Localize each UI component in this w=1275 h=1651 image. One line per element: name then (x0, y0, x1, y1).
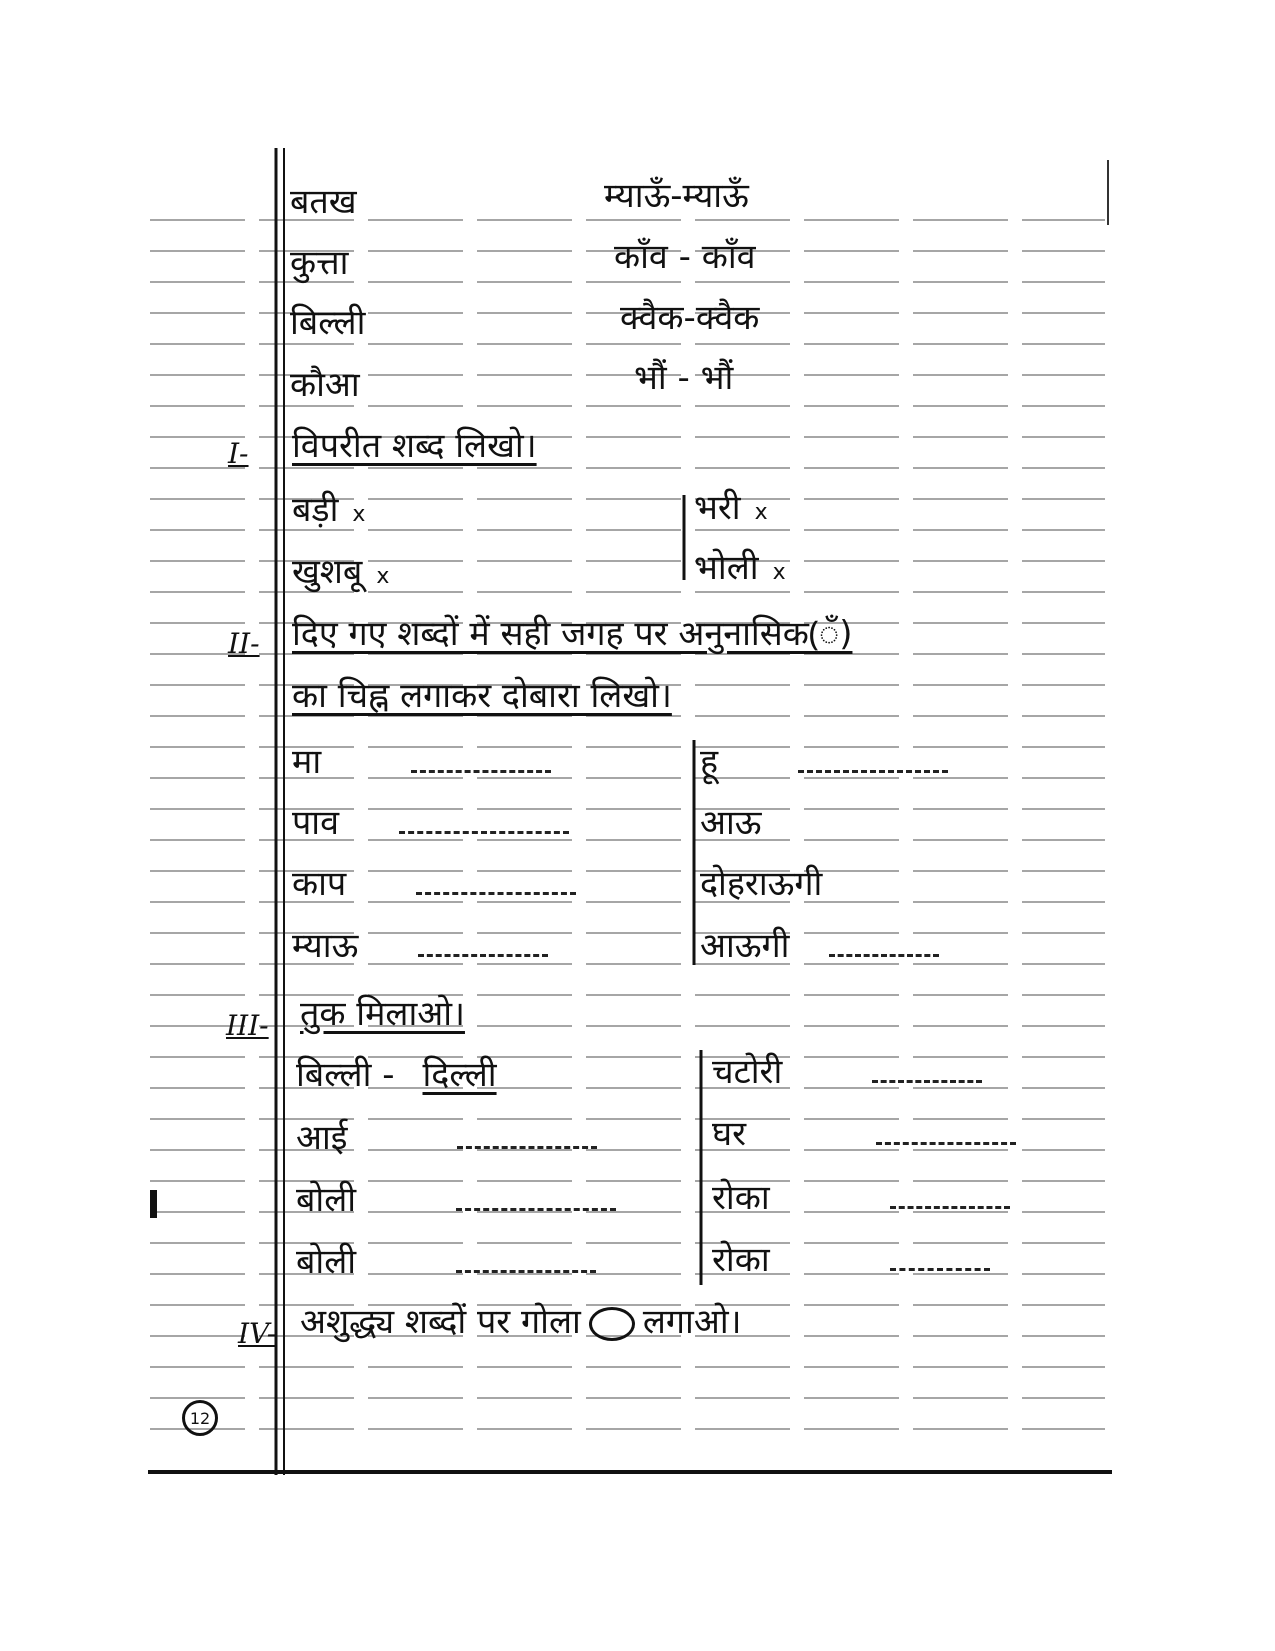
practice-word: आऊ (700, 803, 762, 843)
opposite-word: बड़ी x (292, 490, 366, 530)
answer-blank (418, 954, 548, 957)
opposite-word: भरी x (694, 488, 768, 528)
animal-word: कुत्ता (290, 243, 349, 283)
answer-blank (890, 1268, 990, 1271)
section-number: II- (228, 627, 260, 660)
section-heading: अशुद्ध्य शब्दों पर गोला लगाओ। (300, 1302, 742, 1342)
rhyme-word: बोली (296, 1242, 596, 1282)
example-answer: दिल्ली (422, 1055, 497, 1095)
section-number: IV- (238, 1317, 277, 1350)
cross-mark: x (772, 560, 786, 585)
answer-blank (411, 770, 551, 773)
rhyme-word: चटोरी (712, 1052, 982, 1092)
practice-word: दोहराऊगी (700, 864, 823, 904)
animal-sound: काँव - काँव (614, 237, 756, 277)
answer-blank (829, 954, 939, 957)
answer-blank (399, 831, 569, 834)
animal-word: बतख (290, 182, 357, 222)
animal-word: बिल्ली (290, 303, 366, 343)
rhyme-word: रोका (712, 1240, 990, 1280)
section-heading: विपरीत शब्द लिखो। (292, 426, 537, 466)
answer-blank (456, 1270, 596, 1273)
cross-mark: x (352, 502, 366, 527)
section-number: III- (226, 1009, 269, 1042)
answer-blank (457, 1146, 597, 1149)
section-heading: तुक मिलाओ। (300, 994, 465, 1034)
section-heading-continued: का चिह्न लगाकर दोबारा लिखो। (292, 676, 672, 716)
practice-word: आऊगी (700, 926, 939, 966)
practice-word: काप (292, 864, 576, 904)
page-number: 12 (182, 1400, 218, 1436)
cross-mark: x (754, 500, 768, 525)
practice-word: पाव (292, 803, 569, 843)
opposite-word: खुशबू x (292, 552, 390, 592)
section-number: I- (228, 437, 249, 470)
practice-word: हू (700, 742, 948, 782)
answer-blank (876, 1142, 1016, 1145)
cross-mark: x (376, 564, 390, 589)
answer-blank (456, 1208, 616, 1211)
answer-blank (416, 892, 576, 895)
rhyme-word: रोका (712, 1178, 1010, 1218)
answer-blank (872, 1080, 982, 1083)
circle-symbol (589, 1307, 635, 1341)
animal-sound: क्वैक-क्वैक (620, 298, 760, 338)
rhyme-word: घर (712, 1114, 1016, 1154)
animal-word: कौआ (290, 365, 360, 405)
rhyme-word: बोली (296, 1180, 616, 1220)
animal-sound: म्याऊँ-म्याऊँ (604, 176, 749, 216)
answer-blank (890, 1206, 1010, 1209)
practice-word: म्याऊ (292, 926, 548, 966)
practice-word: मा (292, 742, 551, 782)
section-heading: दिए गए शब्दों में सही जगह पर अनुनासिक(ँ) (292, 614, 853, 654)
animal-sound: भौं - भौं (634, 358, 734, 398)
answer-blank (798, 770, 948, 773)
opposite-word: भोली x (694, 548, 786, 588)
rhyme-word: आई (296, 1118, 597, 1158)
rhyme-word: बिल्ली - दिल्ली (296, 1055, 497, 1095)
